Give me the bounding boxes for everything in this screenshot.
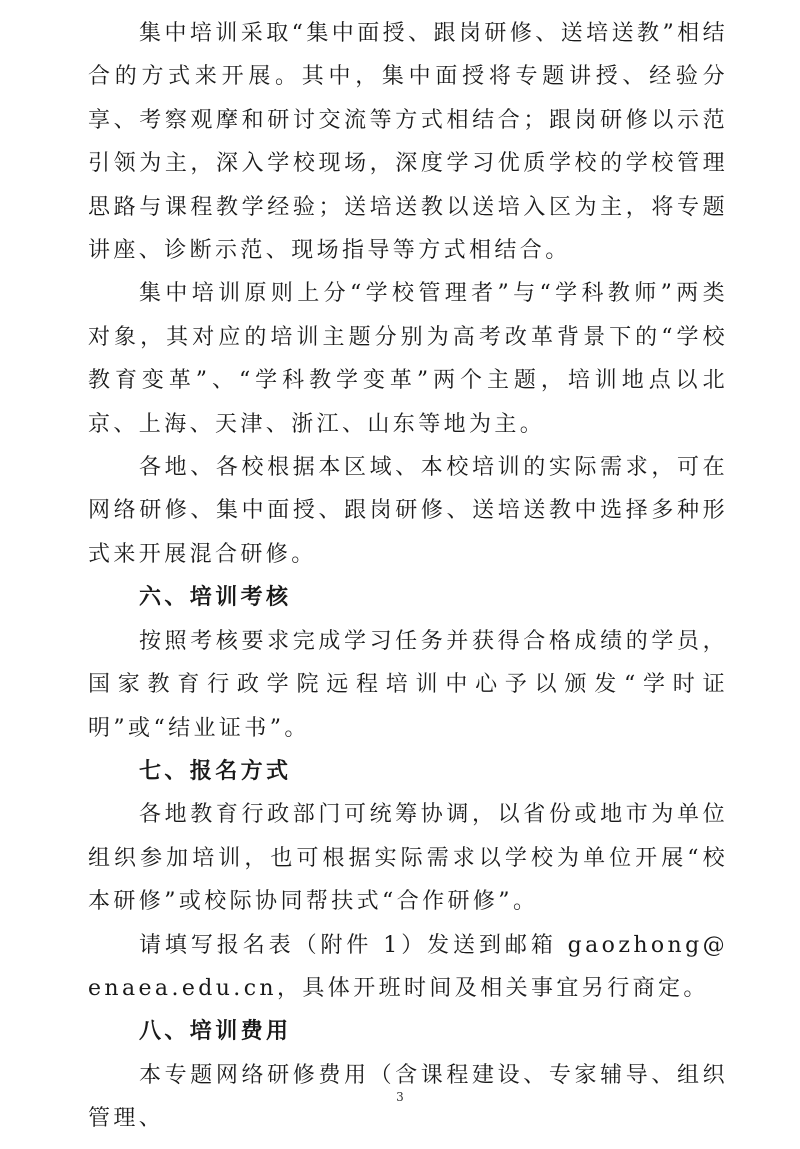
heading-training-assessment: 六、培训考核 <box>139 584 292 611</box>
page-number: 3 <box>396 1090 404 1104</box>
paragraph-registration-email: 请填写报名表（附件 1）发送到邮箱 gaozhong@enaea.edu.cn，具体开班时间及相关事宜另行商定。 <box>88 932 728 1001</box>
document-body <box>88 12 728 1141</box>
paragraph-fees-start: 本专题网络研修费用（含课程建设、专家辅导、组织管理、 <box>88 1062 728 1132</box>
paragraph-training-targets: 集中培训原则上分“学校管理者”与“学科教师”两类对象，其对应的培训主题分别为高考改革背景下的“学校教育变革”、“学科教学变革”两个主题，培训地点以北京、上海、天津、浙江、山东等地为主。 <box>88 281 728 437</box>
heading-training-fees: 八、培训费用 <box>139 1018 292 1045</box>
heading-registration-method: 七、报名方式 <box>139 757 292 784</box>
paragraph-assessment-certificate: 按照考核要求完成学习任务并获得合格成绩的学员，国家教育行政学院远程培训中心予以颁发“学时证明”或“结业证书”。 <box>88 628 728 741</box>
paragraph-registration-organization: 各地教育行政部门可统筹协调，以省份或地市为单位组织参加培训，也可根据实际需求以学校为单位开展“校本研修”或校际协同帮扶式“合作研修”。 <box>88 802 728 915</box>
paragraph-centralized-training-modes: 集中培训采取“集中面授、跟岗研修、送培送教”相结合的方式来开展。其中，集中面授将专题讲授、经验分享、考察观摩和研讨交流等方式相结合；跟岗研修以示范引领为主，深入学校现场，深度学习优质学校的学校管理思路与课程教学经验；送培送教以送培入区为主，将专题讲座、诊断示范、现场指导等方式相结合。 <box>88 21 728 264</box>
paragraph-blended-training: 各地、各校根据本区域、本校培训的实际需求，可在网络研修、集中面授、跟岗研修、送培送教中选择多种形式来开展混合研修。 <box>88 455 728 567</box>
